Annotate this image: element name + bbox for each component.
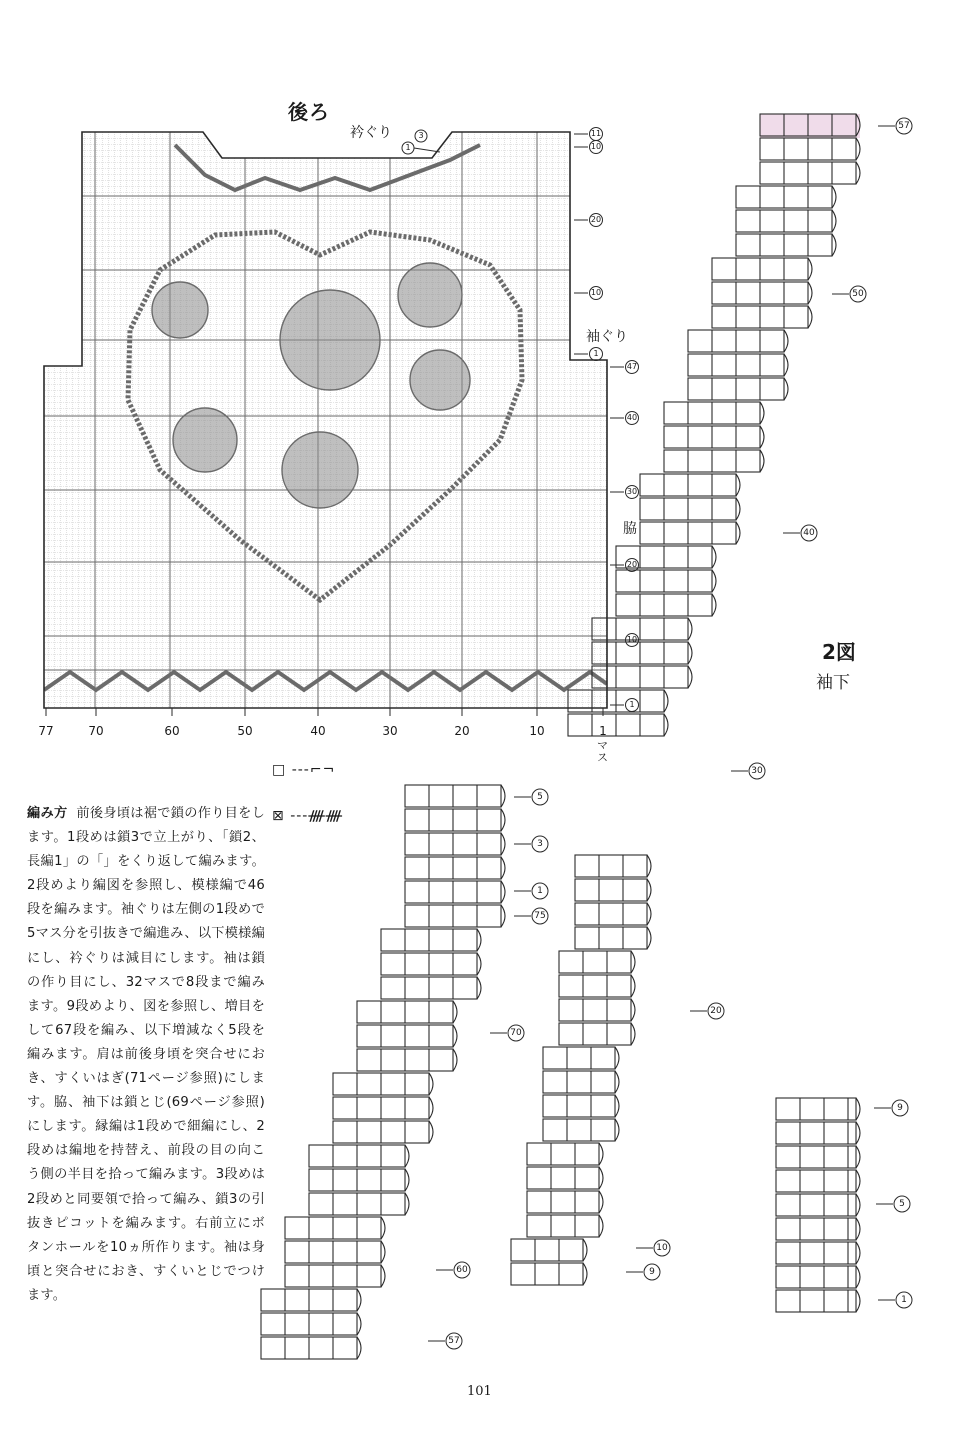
stair-low-turn-9 bbox=[615, 1071, 619, 1093]
stair-small-turn-8 bbox=[856, 1290, 860, 1312]
stair-small-turn-7 bbox=[856, 1266, 860, 1288]
open-mesh-meaning: ---⌐¬ bbox=[291, 762, 336, 778]
stair-low-row-0 bbox=[575, 855, 647, 877]
instructions-body: 前後身頃は裾で鎖の作り目をします。1段めは鎖3で立上がり、「鎖2、長編1」の「」をくり返して編みます。2段めより編図を参照し、模様編で46段を編みます。袖ぐりは左側の1段めで5マス分を引抜きで編進み、以下模様編にし、衿ぐりは減目にします。袖は鎖の作り目にし、32マスで8段まで編みます。9段めより、図を参照し、増目をして67段を編み、以下増減なく5段を編みます。肩は前後身頃を突合せにおき、すくいはぎ(71ページ参照)にします。脇、袖下は鎖とじ(69ページ参照)にします。縁編は1段めで細編にし、2段めは編地を持替え、前段の目の向こう側の半目を拾って編みます。3段めは2段めと同要領で拾って編み、鎖3の引抜きピコットを編みます。右前立にボタンホールを10ヵ所作ります。袖は身頃と突合せにおき、すくいとじでつけます。 bbox=[27, 806, 265, 1303]
sleeve-top-marker-1: 50 bbox=[852, 289, 864, 299]
stair-low-row-8 bbox=[543, 1047, 615, 1069]
stair-top-turn-6 bbox=[808, 258, 812, 280]
stair-low-row-11 bbox=[543, 1119, 615, 1141]
stair-top-turn-9 bbox=[784, 330, 788, 352]
row-marker-2: 20 bbox=[590, 215, 602, 224]
stair-mid-turn-22 bbox=[357, 1313, 361, 1335]
side-label: 脇 bbox=[623, 521, 637, 537]
row-marker-10: 1 bbox=[629, 700, 635, 709]
stair-mid-turn-6 bbox=[477, 929, 481, 951]
stair-low-turn-10 bbox=[615, 1095, 619, 1117]
stair-top-turn-1 bbox=[856, 138, 860, 160]
stair-mid-turn-15 bbox=[405, 1145, 409, 1167]
stair-small-turn-1 bbox=[856, 1122, 860, 1144]
stair-small-row-2 bbox=[776, 1146, 856, 1168]
stitch-number-7: 10 bbox=[529, 724, 545, 738]
stitch-number-3: 50 bbox=[237, 724, 253, 738]
stitch-number-6: 20 bbox=[454, 724, 470, 738]
stair-low-turn-4 bbox=[631, 951, 635, 973]
stair-small-row-4 bbox=[776, 1194, 856, 1216]
stair-low-turn-16 bbox=[583, 1239, 587, 1261]
stair-mid-turn-10 bbox=[453, 1025, 457, 1047]
stair-mid-turn-21 bbox=[357, 1289, 361, 1311]
stair-low-row-1 bbox=[575, 879, 647, 901]
stair-top-turn-15 bbox=[736, 474, 740, 496]
stair-small-row-7 bbox=[776, 1266, 856, 1288]
stair-top-turn-25 bbox=[664, 714, 668, 736]
stair-mid-turn-1 bbox=[501, 809, 505, 831]
stair-top-turn-8 bbox=[808, 306, 812, 328]
stair-top-turn-7 bbox=[808, 282, 812, 304]
stair-mid-turn-11 bbox=[453, 1049, 457, 1071]
sleeve-top-marker-2: 40 bbox=[803, 528, 815, 538]
stair-mid-turn-12 bbox=[429, 1073, 433, 1095]
stair-low-row-7 bbox=[559, 1023, 631, 1045]
stair-mid-turn-23 bbox=[357, 1337, 361, 1359]
stair-low-turn-17 bbox=[583, 1263, 587, 1285]
sleeve-top-marker-0: 57 bbox=[898, 121, 910, 131]
stair-low-row-14 bbox=[527, 1191, 599, 1213]
stitch-number-5: 30 bbox=[382, 724, 398, 738]
sleeve-small-marker-0: 9 bbox=[897, 1103, 903, 1113]
stair-small-turn-4 bbox=[856, 1194, 860, 1216]
stair-mid-turn-8 bbox=[477, 977, 481, 999]
stair-mid-turn-16 bbox=[405, 1169, 409, 1191]
stair-top-turn-17 bbox=[736, 522, 740, 544]
stitch-number-2: 60 bbox=[164, 724, 180, 738]
stair-low-row-16 bbox=[511, 1239, 583, 1261]
sleeve-low-marker-1: 9 bbox=[649, 1267, 655, 1277]
stair-top-turn-5 bbox=[832, 234, 836, 256]
page-number: 101 bbox=[467, 1384, 492, 1399]
stitch-unit-label: マス bbox=[597, 739, 608, 764]
stair-small-row-0 bbox=[776, 1098, 856, 1120]
stair-top-turn-23 bbox=[688, 666, 692, 688]
stair-top-turn-20 bbox=[712, 594, 716, 616]
stair-low-turn-14 bbox=[599, 1191, 603, 1213]
sleeve-mid-marker-1: 3 bbox=[537, 839, 543, 849]
sleeve-small-marker-2: 1 bbox=[901, 1295, 907, 1305]
stitch-number-8: 1 bbox=[599, 724, 607, 738]
sleeve-chart-title: 2図 bbox=[822, 640, 856, 664]
stair-low-row-3 bbox=[575, 927, 647, 949]
sleeve-top-marker-3: 30 bbox=[751, 766, 763, 776]
stair-small-row-5 bbox=[776, 1218, 856, 1240]
instructions-heading: 編み方 bbox=[27, 806, 68, 821]
stair-top-turn-2 bbox=[856, 162, 860, 184]
stair-mid-turn-13 bbox=[429, 1097, 433, 1119]
stair-low-row-15 bbox=[527, 1215, 599, 1237]
back-chart-title: 後ろ bbox=[288, 100, 330, 124]
stitch-number-1: 70 bbox=[88, 724, 104, 738]
stair-top-turn-12 bbox=[760, 402, 764, 424]
stair-low-turn-3 bbox=[647, 927, 651, 949]
neck-marker-0: 3 bbox=[418, 131, 424, 140]
stair-low-turn-12 bbox=[599, 1143, 603, 1165]
sleeve-low-marker-0: 10 bbox=[656, 1243, 668, 1253]
stair-top-turn-19 bbox=[712, 570, 716, 592]
row-marker-5: 47 bbox=[626, 362, 638, 371]
stair-mid-turn-3 bbox=[501, 857, 505, 879]
stair-top-turn-18 bbox=[712, 546, 716, 568]
stair-mid-turn-7 bbox=[477, 953, 481, 975]
armhole-label: 袖ぐり bbox=[586, 329, 628, 345]
stair-low-row-10 bbox=[543, 1095, 615, 1117]
stair-mid-turn-20 bbox=[381, 1265, 385, 1287]
stair-small-turn-5 bbox=[856, 1218, 860, 1240]
stair-top-turn-21 bbox=[688, 618, 692, 640]
sleeve-mid-marker-6: 57 bbox=[448, 1336, 460, 1346]
sleeve-mid-marker-4: 70 bbox=[510, 1028, 522, 1038]
stair-mid-turn-0 bbox=[501, 785, 505, 807]
stair-mid-turn-2 bbox=[501, 833, 505, 855]
sleeve-mid-marker-5: 60 bbox=[456, 1265, 468, 1275]
row-marker-3: 10 bbox=[590, 288, 602, 297]
stair-mid-turn-5 bbox=[501, 905, 505, 927]
stair-small-turn-2 bbox=[856, 1146, 860, 1168]
stair-small-row-3 bbox=[776, 1170, 856, 1192]
neckline-label: 衿ぐり bbox=[350, 125, 392, 141]
open-mesh-symbol: □ bbox=[272, 762, 287, 778]
stair-top-turn-4 bbox=[832, 210, 836, 232]
row-marker-8: 20 bbox=[626, 560, 638, 569]
stair-top-turn-11 bbox=[784, 378, 788, 400]
stair-top-turn-16 bbox=[736, 498, 740, 520]
stair-low-row-9 bbox=[543, 1071, 615, 1093]
stair-small-row-6 bbox=[776, 1242, 856, 1264]
neck-marker-1: 1 bbox=[405, 143, 411, 152]
stair-top-turn-10 bbox=[784, 354, 788, 376]
sleeve-mid-marker-0: 5 bbox=[537, 792, 543, 802]
sleeve-top-marker-4: 20 bbox=[710, 1006, 722, 1016]
row-marker-0: 11 bbox=[590, 129, 602, 138]
row-marker-6: 40 bbox=[626, 413, 638, 422]
stair-low-turn-11 bbox=[615, 1119, 619, 1141]
stair-low-row-5 bbox=[559, 975, 631, 997]
stair-low-turn-1 bbox=[647, 879, 651, 901]
stair-small-turn-6 bbox=[856, 1242, 860, 1264]
stair-small-turn-0 bbox=[856, 1098, 860, 1120]
stitch-number-4: 40 bbox=[310, 724, 326, 738]
stair-low-row-6 bbox=[559, 999, 631, 1021]
stair-small-turn-3 bbox=[856, 1170, 860, 1192]
stair-low-turn-2 bbox=[647, 903, 651, 925]
stair-top-turn-24 bbox=[664, 690, 668, 712]
sleeve-chart-subtitle: 袖下 bbox=[816, 673, 850, 693]
stair-top-turn-22 bbox=[688, 642, 692, 664]
stair-top-turn-13 bbox=[760, 426, 764, 448]
stair-mid-turn-9 bbox=[453, 1001, 457, 1023]
stair-mid-turn-14 bbox=[429, 1121, 433, 1143]
stair-low-turn-0 bbox=[647, 855, 651, 877]
sleeve-small-marker-1: 5 bbox=[899, 1199, 905, 1209]
row-marker-9: 10 bbox=[626, 635, 638, 644]
sleeve-mid-marker-2: 1 bbox=[537, 886, 543, 896]
stair-low-row-4 bbox=[559, 951, 631, 973]
stair-low-row-2 bbox=[575, 903, 647, 925]
filled-mesh-symbol: ⊠ bbox=[272, 808, 285, 824]
stair-mid-turn-17 bbox=[405, 1193, 409, 1215]
stair-mid-turn-18 bbox=[381, 1217, 385, 1239]
stair-low-turn-8 bbox=[615, 1047, 619, 1069]
filled-mesh-meaning: ---ᚎᚎ bbox=[290, 808, 343, 824]
sleeve-mid-marker-3: 75 bbox=[534, 911, 546, 921]
stair-low-turn-7 bbox=[631, 1023, 635, 1045]
stair-low-row-12 bbox=[527, 1143, 599, 1165]
row-marker-1: 10 bbox=[590, 142, 602, 151]
stitch-number-0: 77 bbox=[38, 724, 54, 738]
stair-low-turn-5 bbox=[631, 975, 635, 997]
stair-mid-turn-4 bbox=[501, 881, 505, 903]
stair-low-turn-15 bbox=[599, 1215, 603, 1237]
stair-small-row-1 bbox=[776, 1122, 856, 1144]
row-marker-7: 30 bbox=[626, 487, 638, 496]
stair-low-turn-6 bbox=[631, 999, 635, 1021]
stair-small-row-8 bbox=[776, 1290, 856, 1312]
stair-top-turn-14 bbox=[760, 450, 764, 472]
stair-low-row-13 bbox=[527, 1167, 599, 1189]
stair-top-turn-3 bbox=[832, 186, 836, 208]
stair-mid-turn-19 bbox=[381, 1241, 385, 1263]
row-marker-4: 1 bbox=[593, 349, 599, 358]
stair-low-row-17 bbox=[511, 1263, 583, 1285]
stair-low-turn-13 bbox=[599, 1167, 603, 1189]
